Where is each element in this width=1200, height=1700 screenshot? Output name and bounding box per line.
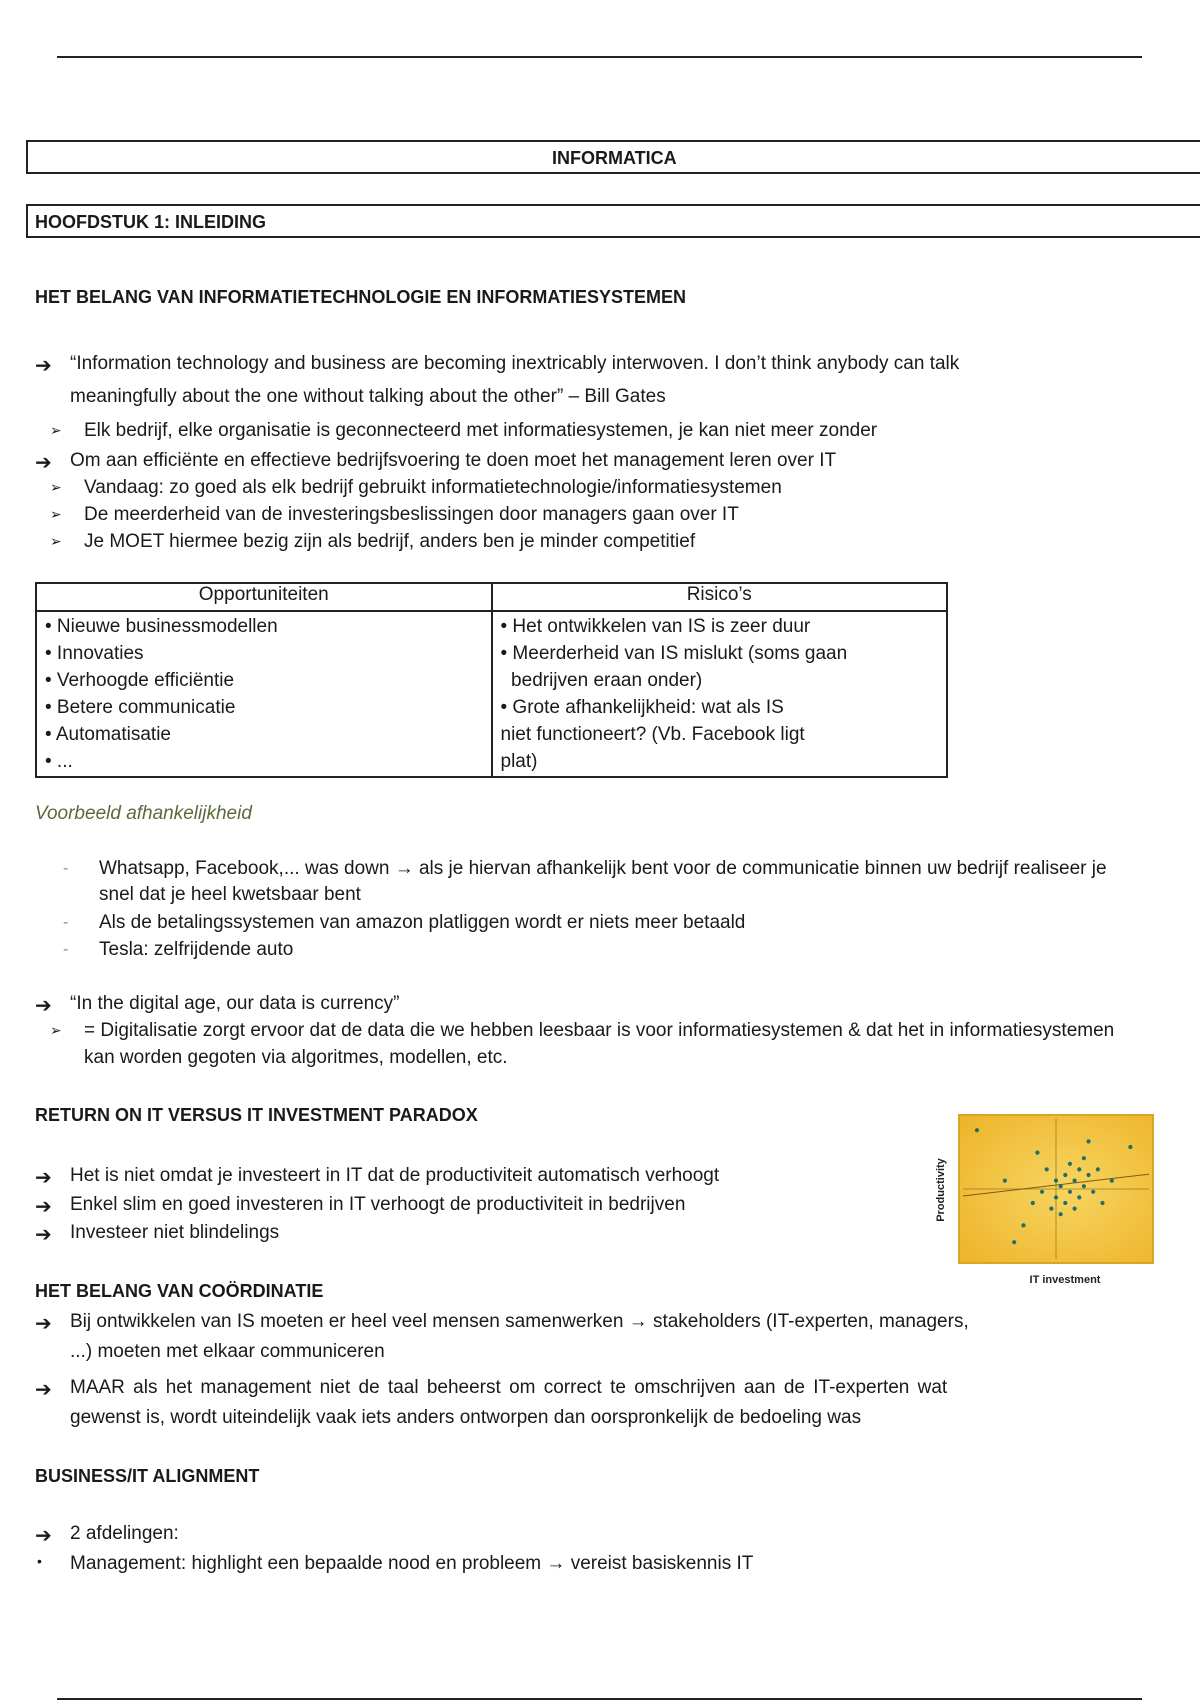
triangle-bullet: ➢ [50,479,62,495]
list-item: • Meerderheid van IS mislukt (soms gaan [500,643,848,664]
data-point [1040,1190,1044,1194]
data-point [1063,1173,1067,1177]
data-point [1082,1184,1086,1188]
opportunities-cell [36,611,492,777]
arrow-bullet: ➔ [35,1224,52,1246]
main-point: Het is niet omdat je investeert in IT dat de productiviteit automatisch verhoogt [70,1165,720,1186]
list-item: plat) [500,751,538,772]
sub-point: Vandaag: zo goed als elk bedrijf gebruikt informatietechnologie/informatiesystemen [84,477,782,498]
data-point [1091,1190,1095,1194]
sub-point: De meerderheid van de investeringsbeslissingen door managers gaan over IT [84,504,739,525]
sub-point: kan worden gegoten via algoritmes, modellen, etc. [84,1047,508,1068]
section-heading-importance: HET BELANG VAN INFORMATIETECHNOLOGIE EN INFORMATIESYSTEMEN [35,287,687,307]
triangle-bullet: ➢ [50,1022,62,1038]
data-point [1031,1201,1035,1205]
data-point [1073,1207,1077,1211]
productivity-chart [930,1110,1160,1290]
arrow-bullet: ➔ [35,1379,52,1401]
triangle-bullet: ➢ [50,422,62,438]
list-item: • Nieuwe businessmodellen [45,616,278,637]
section-heading-coordination: HET BELANG VAN COÖRDINATIE [35,1281,324,1301]
title-box [26,140,1200,174]
arrow-bullet: ➔ [35,1167,52,1189]
example-item: Whatsapp, Facebook,... was down → als je hiervan afhankelijk bent voor de communicatie binnen uw bedrijf realiseer je [99,858,1107,879]
dash-bullet: - [63,941,69,958]
x-axis-label: IT investment [1029,1274,1101,1286]
main-point: Investeer niet blindelings [70,1222,280,1243]
arrow-bullet: ➔ [35,452,52,474]
data-point [1073,1179,1077,1183]
data-point [1035,1151,1039,1155]
sub-point: Je MOET hiermee bezig zijn als bedrijf, anders ben je minder competitief [84,531,696,552]
data-point [1054,1179,1058,1183]
data-point [975,1128,979,1132]
table-header-opportunities: Opportuniteiten [36,583,492,611]
top-rule [57,56,1142,58]
scatter-plot [930,1110,1160,1290]
digital-quote: “In the digital age, our data is currency” [70,993,400,1014]
data-point [1096,1167,1100,1171]
sub-point: Elk bedrijf, elke organisatie is geconnecteerd met informatiesystemen, je kan niet meer zonder [84,420,878,441]
quote-line: meaningfully about the one without talking about the other” – Bill Gates [70,386,666,407]
list-item: niet functioneert? (Vb. Facebook ligt [500,724,805,745]
list-item: • ... [45,751,73,772]
list-item: • Innovaties [45,643,144,664]
quote-line: “Information technology and business are becoming inextricably interwoven. I don’t think anybody can talk [70,353,960,374]
list-item: bedrijven eraan onder) [500,670,703,691]
example-item: Tesla: zelfrijdende auto [99,939,294,960]
data-point [1012,1240,1016,1244]
main-point: ...) moeten met elkaar communiceren [70,1341,385,1362]
document-title: INFORMATICA [552,148,677,168]
dash-bullet: - [63,914,69,931]
list-item: • Grote afhankelijkheid: wat als IS [500,697,784,718]
main-point: Om aan efficiënte en effectieve bedrijfsvoering te doen moet het management leren over IT [70,450,837,471]
data-point [1063,1201,1067,1205]
main-point: gewenst is, wordt uiteindelijk vaak iets anders ontworpen dan oorspronkelijk de bedoeling was [70,1407,862,1428]
round-bullet: • [37,1553,42,1569]
opportunities-risks-table [35,582,948,778]
triangle-bullet: ➢ [50,506,62,522]
section-heading-paradox: RETURN ON IT VERSUS IT INVESTMENT PARADOX [35,1105,478,1125]
arrow-bullet: ➔ [35,995,52,1017]
data-point [1077,1167,1081,1171]
chapter-box [26,204,1200,238]
main-point: 2 afdelingen: [70,1523,179,1544]
section-heading-alignment: BUSINESS/IT ALIGNMENT [35,1466,260,1486]
data-point [1100,1201,1104,1205]
arrow-bullet: ➔ [35,1525,52,1547]
data-point [1045,1167,1049,1171]
arrow-bullet: ➔ [35,1313,52,1335]
data-point [1086,1173,1090,1177]
data-point [1003,1179,1007,1183]
dash-bullet: - [63,860,69,877]
example-title: Voorbeeld afhankelijkheid [35,803,252,824]
main-point: Bij ontwikkelen van IS moeten er heel veel mensen samenwerken → stakeholders (IT-experten, managers, [70,1311,969,1332]
data-point [1128,1145,1132,1149]
data-point [1059,1212,1063,1216]
list-item: • Het ontwikkelen van IS is zeer duur [500,616,811,637]
data-point [1059,1184,1063,1188]
data-point [1086,1139,1090,1143]
risks-cell [492,611,948,777]
data-point [1068,1162,1072,1166]
sub-point: = Digitalisatie zorgt ervoor dat de data die we hebben leesbaar is voor informatiesystemen & dat het in informatiesystemen [84,1020,1115,1041]
main-point: Management: highlight een bepaalde nood en probleem → vereist basiskennis IT [70,1553,754,1574]
arrow-bullet: ➔ [35,1196,52,1218]
list-item: • Betere communicatie [45,697,236,718]
list-item: • Automatisatie [45,724,171,745]
data-point [1068,1190,1072,1194]
y-axis-label: Productivity [935,1158,947,1222]
data-point [1054,1195,1058,1199]
data-point [1077,1195,1081,1199]
main-point: Enkel slim en goed investeren in IT verhoogt de productiviteit in bedrijven [70,1194,686,1215]
arrow-bullet: ➔ [35,355,52,377]
triangle-bullet: ➢ [50,533,62,549]
data-point [1110,1179,1114,1183]
example-item: Als de betalingssystemen van amazon platliggen wordt er niets meer betaald [99,912,746,933]
main-point: MAAR als het management niet de taal beheerst om correct te omschrijven aan de IT-experten wat [70,1377,948,1398]
chapter-title: HOOFDSTUK 1: INLEIDING [35,212,267,232]
table-header-risks: Risico’s [492,583,948,611]
data-point [1021,1223,1025,1227]
example-item: snel dat je heel kwetsbaar bent [99,884,361,905]
data-point [1049,1207,1053,1211]
list-item: • Verhoogde efficiëntie [45,670,235,691]
data-point [1082,1156,1086,1160]
